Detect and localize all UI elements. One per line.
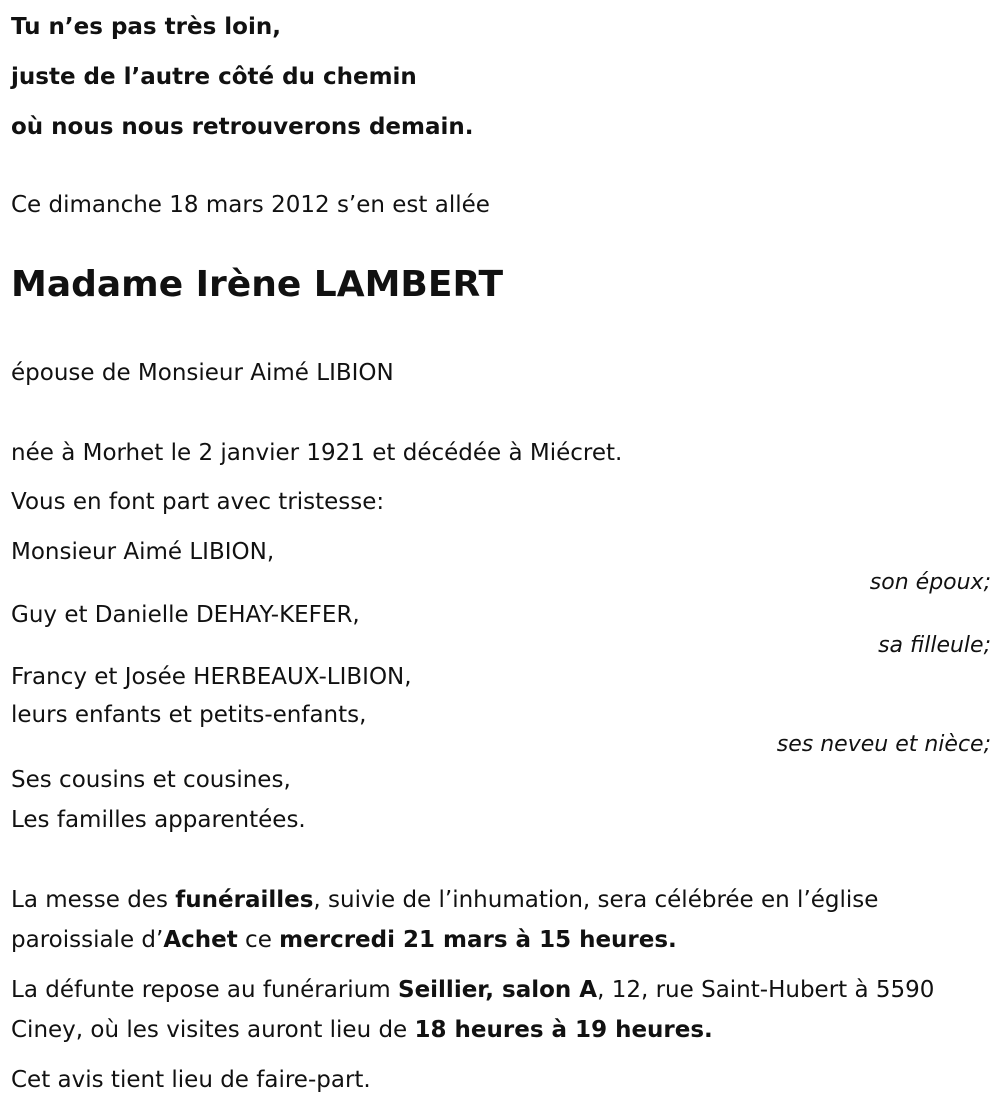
visitation-text: , 12, rue Saint-Hubert à 5590 Ciney, où les visites auront lieu de — [11, 977, 935, 1043]
family-names: Francy et Josée HERBEAUX-LIBION, — [11, 664, 412, 690]
funeral-place: Achet — [163, 927, 238, 953]
funeral-bold: funérailles — [175, 887, 314, 913]
visitation-paragraph — [11, 970, 996, 1050]
family-names: Monsieur Aimé LIBION, — [11, 539, 275, 565]
funeral-text: La messe des — [11, 887, 176, 913]
funeral-text: , suivie de l’inhumation, sera célébrée en l’église paroissiale d’ — [11, 887, 879, 953]
funeral-text: ce — [237, 927, 280, 953]
family-relation: son époux; — [869, 570, 991, 595]
date-line: Ce dimanche 18 mars 2012 s’en est allée — [11, 192, 490, 218]
announce-line: Vous en font part avec tristesse: — [11, 489, 385, 515]
poem — [11, 0, 991, 152]
family-names: leurs enfants et petits-enfants, — [11, 702, 367, 728]
notice-line: Cet avis tient lieu de faire-part. — [11, 1067, 371, 1093]
funeral-datetime: mercredi 21 mars à 15 heures. — [279, 927, 677, 953]
family-relation: sa filleule; — [878, 633, 991, 658]
visitation-text: La défunte repose au funérarium — [11, 977, 398, 1003]
family-entry — [11, 595, 991, 657]
family-relation: ses neveu et nièce; — [776, 732, 991, 757]
deceased-name: Madame Irène LAMBERT — [11, 264, 504, 305]
poem-line-3: où nous nous retrouverons demain. — [11, 114, 474, 140]
family-entry — [11, 532, 991, 594]
poem-line-2: juste de l’autre côté du chemin — [11, 64, 417, 90]
family-entry — [11, 658, 991, 756]
family-names: Les familles apparentées. — [11, 807, 306, 833]
family-names: Ses cousins et cousines, — [11, 767, 291, 793]
poem-line-1: Tu n’es pas très loin, — [11, 14, 281, 40]
family-names: Guy et Danielle DEHAY-KEFER, — [11, 602, 360, 628]
spouse-line: épouse de Monsieur Aimé LIBION — [11, 360, 394, 386]
visitation-hours: 18 heures à 19 heures. — [414, 1017, 713, 1043]
funeral-paragraph — [11, 880, 996, 960]
family-entry — [11, 760, 991, 840]
obituary-notice — [11, 0, 991, 1093]
birth-line: née à Morhet le 2 janvier 1921 et décédée à Miécret. — [11, 440, 623, 466]
funeral-home: Seillier, salon A — [398, 977, 598, 1003]
